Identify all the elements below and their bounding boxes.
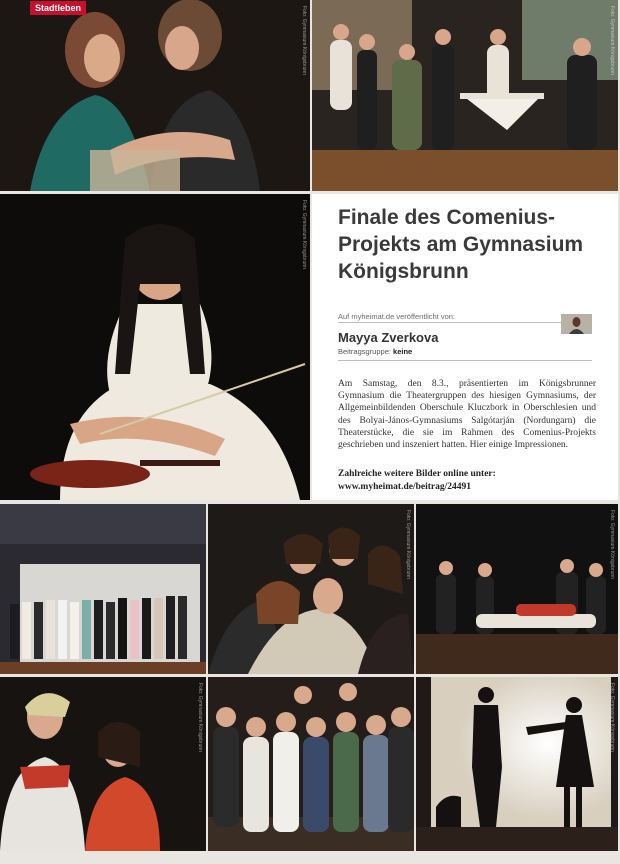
group-line: [338, 347, 412, 356]
section-tag: Stadtleben: [30, 1, 86, 15]
photo-cast-bow-line: [0, 504, 206, 674]
photo-stage-floor-scene: [416, 504, 618, 674]
more-info: [338, 468, 596, 494]
group-value: keine: [393, 347, 413, 356]
author-avatar: [561, 314, 592, 334]
photo-stage-ensemble-table: [312, 0, 618, 191]
photo-silhouette-violin: [416, 677, 618, 851]
photo-credit: Foto: Gymnasium Königsbrunn: [609, 683, 615, 752]
photo-credit: Foto: Gymnasium Königsbrunn: [301, 6, 307, 75]
divider: [338, 322, 592, 323]
photo-group-hug: [208, 504, 414, 674]
more-url: www.myheimat.de/beitrag/24491: [338, 482, 471, 492]
photo-credit: Foto: Gymnasium Königsbrunn: [609, 6, 615, 75]
photo-embracing-actresses: [0, 0, 310, 191]
photo-credit: Foto: Gymnasium Königsbrunn: [405, 510, 411, 579]
group-label: Beitragsgruppe:: [338, 347, 391, 356]
divider: [338, 360, 592, 361]
author-name: Mayya Zverkova: [338, 330, 439, 345]
more-text: Zahlreiche weitere Bilder online unter:: [338, 469, 496, 479]
photo-audience-group: [208, 677, 414, 851]
photo-credit: Foto: Gymnasium Königsbrunn: [609, 510, 615, 579]
photo-couple-costumes: [0, 677, 206, 851]
photo-credit: Foto: Gymnasium Königsbrunn: [301, 200, 307, 269]
page-bottom-margin: [0, 851, 620, 864]
article-body: Am Samstag, den 8.3., präsentierten im Königsbrunner Gymnasium die Theatergruppen des hiesigen Gymnasiums, der Allgemeinbildenden Oberschule Kluczbork in Oberschlesien und des Bolyai-János-Gymnasiums Salgótarján (Nordungarn) die Theaterstücke, die sie im Rahmen des Comenius-Projekts geschrieben und inszeniert hatten. Hier einige Impressionen.: [338, 379, 596, 451]
article-block: [312, 194, 618, 500]
photo-violinist-seated: [0, 194, 310, 500]
article-title: Finale des Comenius-Projekts am Gymnasium Königsbrunn: [338, 206, 584, 283]
published-note: Auf myheimat.de veröffentlicht von:: [338, 312, 456, 321]
photo-credit: Foto: Gymnasium Königsbrunn: [197, 683, 203, 752]
